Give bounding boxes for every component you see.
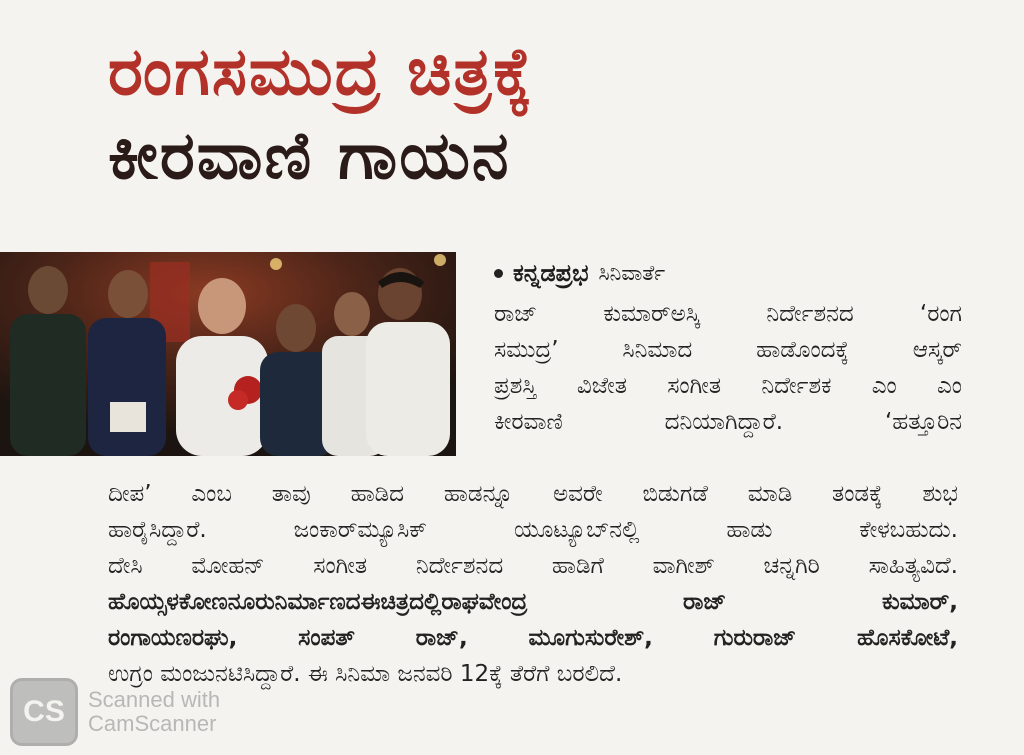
headline-line-2: ಕೀರವಾಣಿ ಗಾಯನ — [108, 117, 511, 194]
article-line: ಪ್ರಶಸ್ತಿ ವಿಜೇತ ಸಂಗೀತ ನಿರ್ದೇಶಕ ಎಂ ಎಂ — [494, 373, 962, 399]
article-full-width — [108, 476, 958, 692]
article-line: ಹಾರೈಸಿದ್ದಾರೆ. ಜಂಕಾರ್‌ಮ್ಯೂಸಿಕ್ ಯೂಟ್ಯೂಬ್‌ನಲ್ಲಿ ಹಾಡು ಕೇಳಬಹುದು. — [108, 517, 958, 543]
article-line: ಉಗ್ರಂ ಮಂಜುನಟಿಸಿದ್ದಾರೆ. ಈ ಸಿನಿಮಾ ಜನವರಿ 12ಕ್ಕೆ ತೆರೆಗೆ ಬರಲಿದೆ. — [108, 661, 623, 687]
newspaper-name: ಕನ್ನಡಪ್ರಭ — [513, 259, 589, 287]
article-right-column — [494, 296, 962, 440]
article-line: ದೇಸಿ ಮೋಹನ್ ಸಂಗೀತ ನಿರ್ದೇಶನದ ಹಾಡಿಗೆ ವಾಗೀಶ್ ಚನ್ನಗಿರಿ ಸಾಹಿತ್ಯವಿದೆ. — [108, 553, 958, 579]
camscanner-watermark — [10, 678, 220, 746]
group-photo-image — [0, 252, 456, 456]
article-line: ಸಮುದ್ರ’ ಸಿನಿಮಾದ ಹಾಡೊಂದಕ್ಕೆ ಆಸ್ಕರ್ — [494, 337, 962, 363]
article-line: ರಂಗಾಯಣರಘು, ಸಂಪತ್ ರಾಜ್, ಮೂಗುಸುರೇಶ್, ಗುರುರಾಜ್ ಹೊಸಕೋಟೆ, — [108, 625, 958, 651]
watermark-line-1: Scanned with — [88, 687, 221, 712]
headline — [108, 30, 688, 198]
bullet-icon — [494, 269, 503, 278]
section-name: ಸಿನಿವಾರ್ತೆ — [598, 260, 666, 285]
article-line: ರಾಜ್ ಕುಮಾರ್‌ಅಸ್ಕಿ ನಿರ್ದೇಶನದ ‘ರಂಗ — [494, 301, 962, 327]
news-photo — [0, 252, 456, 456]
article-line: ಹೊಯ್ಸಳಕೋಣನೂರುನಿರ್ಮಾಣದಈಚಿತ್ರದಲ್ಲಿರಾಘವೇಂದ್ರ ರಾಜ್ ಕುಮಾರ್, — [108, 589, 958, 615]
watermark-text — [88, 688, 220, 736]
article-line: ಕೀರವಾಣಿ ದನಿಯಾಗಿದ್ದಾರೆ. ‘ಹತ್ತೂರಿನ — [494, 409, 962, 435]
headline-line-1: ರಂಗಸಮುದ್ರ ಚಿತ್ರಕ್ಕೆ — [108, 33, 534, 110]
watermark-line-2: CamScanner — [88, 711, 217, 736]
camscanner-logo-icon: CS — [10, 678, 78, 746]
article-line: ದೀಪ’ ಎಂಬ ತಾವು ಹಾಡಿದ ಹಾಡನ್ನೂ ಅವರೇ ಬಿಡುಗಡೆ ಮಾಡಿ ತಂಡಕ್ಕೆ ಶುಭ — [108, 481, 958, 507]
byline — [494, 256, 665, 290]
